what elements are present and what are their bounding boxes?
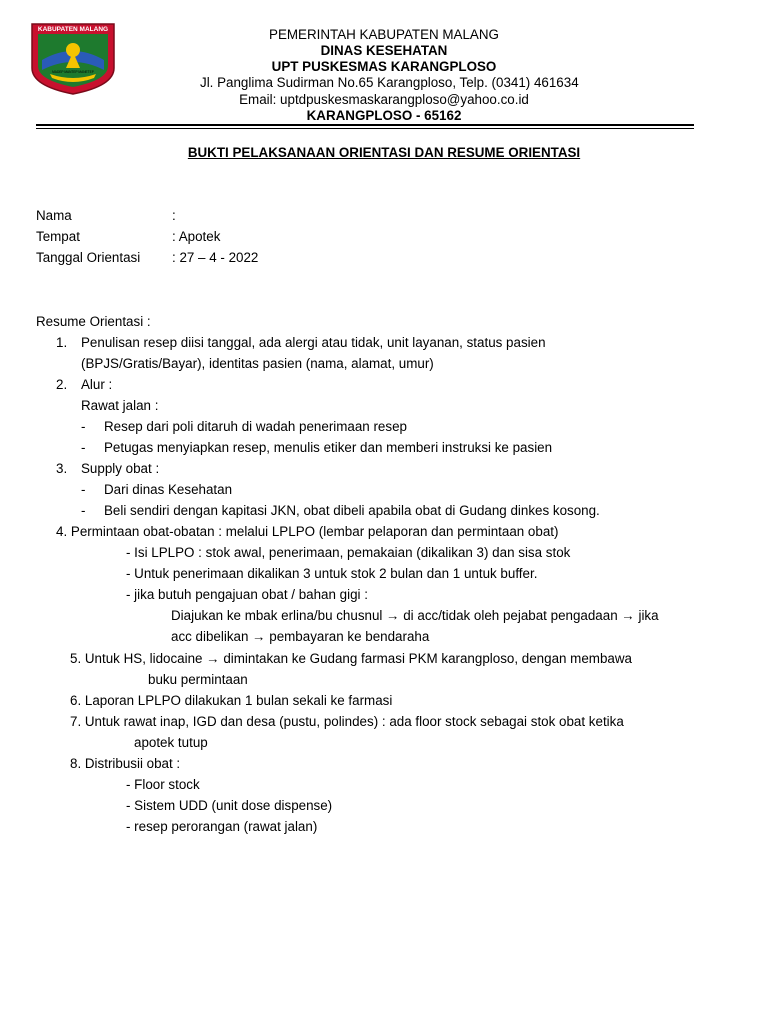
list-marker: 2.	[56, 377, 68, 392]
header-email: Email: uptdpuskesmaskarangploso@yahoo.co.id	[239, 92, 529, 107]
header-unit: UPT PUSKESMAS KARANGPLOSO	[271, 59, 497, 74]
header-government: PEMERINTAH KABUPATEN MALANG	[269, 27, 499, 42]
list-item: 5. Untuk HS, lidocaine → dimintakan ke Gudang farmasi PKM karangploso, dengan membawa	[70, 651, 632, 666]
header-divider-thin	[36, 128, 694, 129]
list-item: Petugas menyiapkan resep, menulis etiker dan memberi instruksi ke pasien	[104, 440, 553, 455]
field-label-tanggal: Tanggal Orientasi	[36, 250, 141, 265]
logo-text: KABUPATEN MALANG	[37, 26, 109, 33]
header-agency: DINAS KESEHATAN	[320, 43, 448, 58]
field-value-tempat: : Apotek	[172, 229, 221, 244]
list-item: apotek tutup	[134, 735, 208, 750]
list-marker: -	[81, 503, 86, 518]
field-value-tanggal: : 27 – 4 - 2022	[172, 250, 259, 265]
list-marker: 3.	[56, 461, 68, 476]
list-item: 4. Permintaan obat-obatan : melalui LPLPO (lembar pelaporan dan permintaan obat)	[56, 524, 559, 539]
document-title: BUKTI PELAKSANAAN ORIENTASI DAN RESUME ORIENTASI	[187, 145, 581, 160]
header-city: KARANGPLOSO - 65162	[306, 108, 462, 123]
header-address: Jl. Panglima Sudirman No.65 Karangploso, Telp. (0341) 461634	[200, 75, 579, 90]
list-item: Alur :	[81, 377, 113, 392]
list-item: Dari dinas Kesehatan	[104, 482, 233, 497]
list-item: - Isi LPLPO : stok awal, penerimaan, pemakaian (dikalikan 3) dan sisa stok	[126, 545, 571, 560]
kabupaten-malang-logo	[28, 20, 118, 96]
list-marker: 1.	[56, 335, 68, 350]
list-item: (BPJS/Gratis/Bayar), identitas pasien (nama, alamat, umur)	[81, 356, 434, 371]
list-item: - Sistem UDD (unit dose dispense)	[126, 798, 333, 813]
list-item: 6. Laporan LPLPO dilakukan 1 bulan sekali ke farmasi	[70, 693, 393, 708]
list-item: 8. Distribusii obat :	[70, 756, 181, 771]
list-item: Diajukan ke mbak erlina/bu chusnul → di acc/tidak oleh pejabat pengadaan → jika	[171, 608, 659, 623]
header-divider	[36, 124, 694, 126]
list-item: Resep dari poli ditaruh di wadah penerimaan resep	[104, 419, 407, 434]
list-item: Rawat jalan :	[81, 398, 159, 413]
list-item: - resep perorangan (rawat jalan)	[126, 819, 318, 834]
list-item: 7. Untuk rawat inap, IGD dan desa (pustu, polindes) : ada floor stock sebagai stok obat ketika	[70, 714, 624, 729]
list-item: - jika butuh pengajuan obat / bahan gigi :	[126, 587, 368, 602]
resume-heading: Resume Orientasi :	[36, 314, 151, 329]
list-item: - Floor stock	[126, 777, 200, 792]
field-label-nama: Nama	[36, 208, 72, 223]
list-marker: -	[81, 482, 86, 497]
list-marker: -	[81, 419, 86, 434]
list-item: Beli sendiri dengan kapitasi JKN, obat dibeli apabila obat di Gudang dinkes kosong.	[104, 503, 600, 518]
list-item: acc dibelikan → pembayaran ke bendaraha	[171, 629, 430, 644]
list-item: Supply obat :	[81, 461, 160, 476]
field-value-nama: :	[172, 208, 176, 223]
logo-banner: MADEP MANTEP MANETEP	[52, 70, 94, 74]
field-label-tempat: Tempat	[36, 229, 80, 244]
list-marker: -	[81, 440, 86, 455]
list-item: buku permintaan	[148, 672, 248, 687]
list-item: Penulisan resep diisi tanggal, ada alergi atau tidak, unit layanan, status pasien	[81, 335, 546, 350]
list-item: - Untuk penerimaan dikalikan 3 untuk stok 2 bulan dan 1 untuk buffer.	[126, 566, 538, 581]
